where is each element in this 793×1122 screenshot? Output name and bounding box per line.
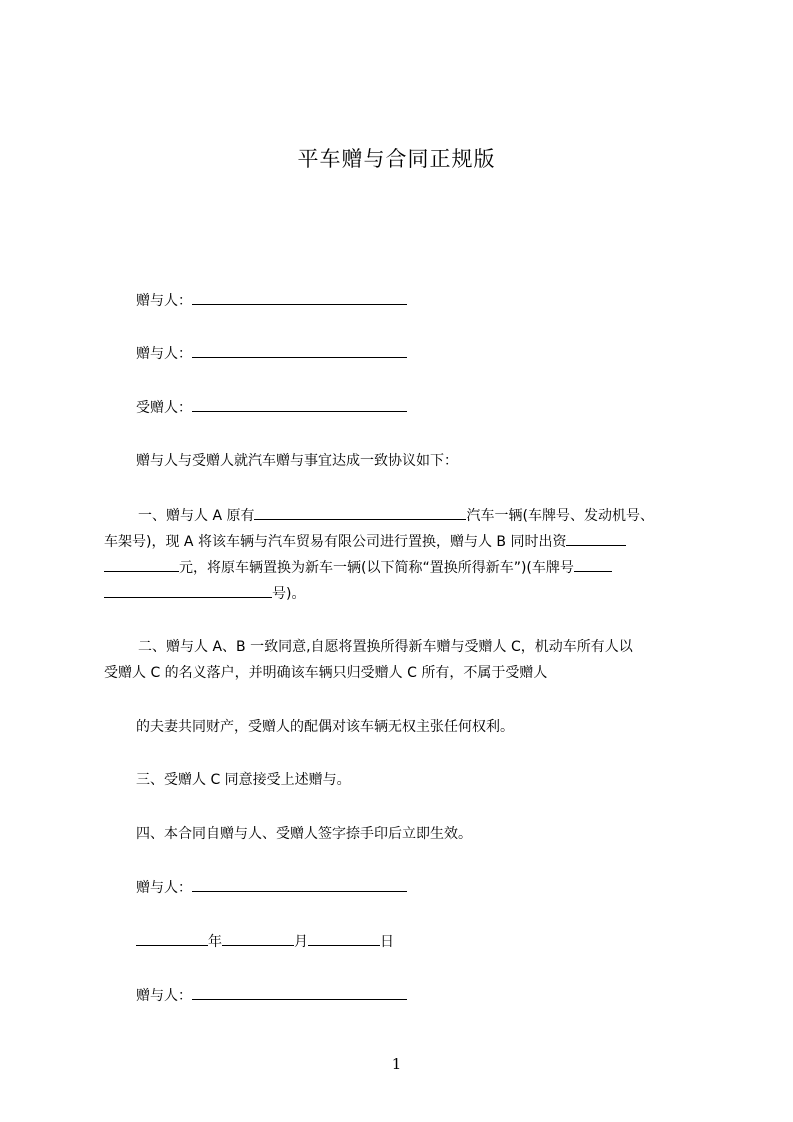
fill-blank[interactable]	[566, 531, 626, 546]
month-blank[interactable]	[222, 931, 294, 946]
fill-blank[interactable]	[104, 583, 272, 598]
clause-1-text: 车架号)，现 A 将该车辆与汽车贸易有限公司进行置换，赠与人 B 同时出资	[104, 534, 567, 550]
month-label: 月	[294, 934, 308, 950]
page-number: 1	[391, 1055, 402, 1073]
clause-4: 四、本合同自赠与人、受赠人签字捺手印后立即生效。	[136, 826, 472, 842]
clause-1-text: 号)。	[272, 586, 306, 602]
donee-label: 受赠人：	[136, 400, 192, 416]
day-blank[interactable]	[308, 931, 380, 946]
year-label: 年	[208, 934, 222, 950]
clause-2-text: 二、赠与人 A、B 一致同意,自愿将置换所得新车赠与受赠人 C，机动车所有人以	[138, 639, 633, 655]
fill-blank[interactable]	[574, 557, 612, 572]
clause-2	[104, 634, 704, 686]
document-title: 平车赠与合同正规版	[297, 147, 496, 171]
donor-signature-line	[136, 877, 407, 898]
date-line	[136, 931, 394, 952]
donor-line-1	[136, 290, 407, 311]
donor-signature-line-2	[136, 985, 407, 1006]
donor-label: 赠与人：	[136, 880, 192, 896]
donor-label: 赠与人：	[136, 293, 192, 309]
clause-1-text: 一、赠与人 A 原有	[138, 508, 255, 524]
clause-1	[104, 503, 704, 607]
signature-blank[interactable]	[192, 397, 407, 412]
donor-line-2	[136, 343, 407, 364]
fill-blank[interactable]	[254, 505, 466, 520]
clause-2-continuation: 的夫妻共同财产，受赠人的配偶对该车辆无权主张任何权利。	[136, 719, 514, 735]
clause-2-text: 受赠人 C 的名义落户，并明确该车辆只归受赠人 C 所有，不属于受赠人	[104, 665, 548, 681]
fill-blank[interactable]	[104, 557, 179, 572]
year-blank[interactable]	[136, 931, 208, 946]
donor-label: 赠与人：	[136, 988, 192, 1004]
signature-blank[interactable]	[192, 985, 407, 1000]
intro-paragraph: 赠与人与受赠人就汽车赠与事宜达成一致协议如下：	[136, 453, 458, 469]
signature-blank[interactable]	[192, 343, 407, 358]
donee-line	[136, 397, 407, 418]
day-label: 日	[380, 934, 394, 950]
signature-blank[interactable]	[192, 877, 407, 892]
signature-blank[interactable]	[192, 290, 407, 305]
clause-3: 三、受赠人 C 同意接受上述赠与。	[136, 772, 351, 788]
clause-1-text: 元，将原车辆置换为新车一辆(以下简称“置换所得新车”)(车牌号	[179, 560, 574, 576]
donor-label: 赠与人：	[136, 346, 192, 362]
clause-1-text: 汽车一辆(车牌号、发动机号、	[466, 508, 654, 524]
